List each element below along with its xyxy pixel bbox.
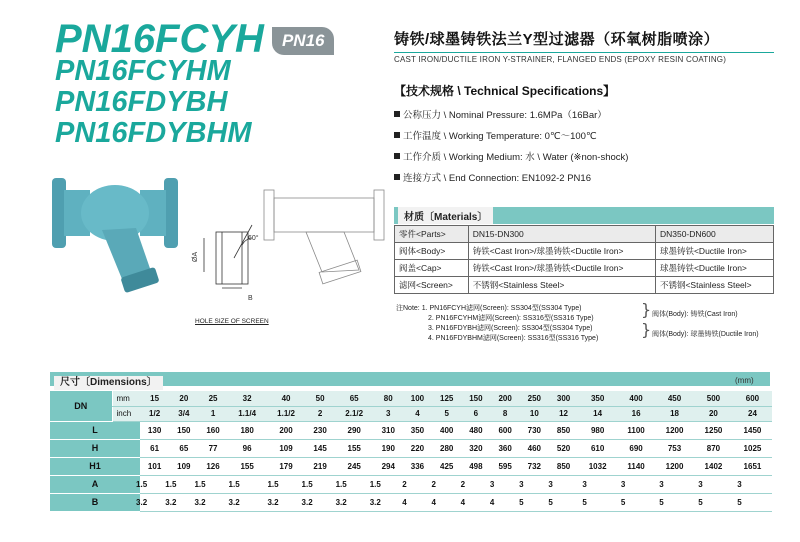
- table-cell: [617, 457, 655, 475]
- cell-value: 520: [556, 443, 571, 453]
- table-cell: [617, 475, 655, 493]
- pressure-badge: PN16: [272, 27, 335, 55]
- table-cell: [694, 421, 733, 439]
- table-cell: [140, 439, 169, 457]
- table-cell: 5: [432, 406, 461, 421]
- cell-value: 4: [431, 497, 436, 507]
- cell-value: 245: [347, 461, 361, 471]
- table-cell: 1/2: [140, 406, 169, 421]
- model-secondary-1: PN16FCYHM: [55, 55, 231, 87]
- table-cell: 80: [374, 391, 403, 406]
- table-cell: 1: [198, 406, 227, 421]
- table-cell: [578, 493, 617, 511]
- cell-value: 480: [469, 425, 483, 435]
- note-line: 注Note: 1. PN16FCYH滤网(Screen): SS304型(SS304 Type): [396, 305, 582, 312]
- model-secondary-2: PN16FDYBH: [55, 86, 228, 118]
- cell-value: 3.2: [369, 497, 381, 507]
- cell-value: 1.5: [267, 479, 279, 489]
- cell-value: 595: [498, 461, 512, 471]
- cell-value: 3.2: [301, 497, 313, 507]
- inch-label: inch: [112, 406, 140, 421]
- table-cell: 14: [578, 406, 617, 421]
- cell-value: 155: [347, 443, 361, 453]
- cell-value: 290: [347, 425, 361, 435]
- table-cell: 40: [267, 391, 306, 406]
- table-cell: [403, 475, 432, 493]
- spec-item: 连接方式 \ End Connection: EN1092-2 PN16: [394, 170, 774, 184]
- cell-value: 360: [498, 443, 512, 453]
- table-cell: [374, 457, 403, 475]
- technical-specifications: [394, 82, 774, 191]
- model-primary: PN16FCYH: [55, 17, 264, 61]
- table-cell: [374, 439, 403, 457]
- cell-value: 336: [410, 461, 425, 471]
- dimensions-table: [50, 391, 772, 512]
- table-row: [50, 493, 772, 511]
- bullet-icon: [394, 153, 400, 159]
- notes: [396, 304, 598, 344]
- cell-value: 65: [179, 443, 189, 453]
- cell-value: 3.2: [136, 497, 148, 507]
- table-cell: [267, 457, 306, 475]
- table-cell: [432, 421, 461, 439]
- table-cell: 50: [306, 391, 335, 406]
- table-cell: [198, 421, 227, 439]
- table-cell: [655, 439, 694, 457]
- table-cell: [369, 475, 403, 493]
- table-cell: [403, 439, 432, 457]
- materials-heading: 材质〔Materials〕: [398, 207, 493, 224]
- cell-value: 3.2: [335, 497, 347, 507]
- table-cell: [520, 493, 549, 511]
- spec-item: 工作介质 \ Working Medium: 水 \ Water (※non-shock): [394, 149, 774, 163]
- table-cell: [335, 475, 374, 493]
- table-cell: 32: [228, 391, 267, 406]
- table-cell: [194, 493, 227, 511]
- cell-value: 1.5: [165, 479, 177, 489]
- table-cell: [432, 439, 461, 457]
- cell-value: 294: [381, 461, 395, 471]
- cell-value: 1651: [743, 461, 762, 471]
- table-cell: [335, 493, 374, 511]
- table-cell: [432, 475, 461, 493]
- cell-value: 730: [527, 425, 542, 435]
- table-cell: [491, 421, 520, 439]
- cell-value: 220: [410, 443, 425, 453]
- table-cell: [228, 421, 267, 439]
- table-row: [395, 226, 774, 243]
- cell-value: 850: [556, 461, 571, 471]
- table-cell: [369, 493, 403, 511]
- table-cell: [335, 457, 374, 475]
- cell-value: 3.2: [267, 497, 279, 507]
- table-cell: 25: [198, 391, 227, 406]
- table-cell: [733, 439, 772, 457]
- table-cell: [301, 475, 335, 493]
- table-cell: 20: [169, 391, 198, 406]
- table-cell: [403, 457, 432, 475]
- table-cell: [198, 439, 227, 457]
- table-cell: [694, 475, 733, 493]
- screen-hole-sketch: [204, 225, 252, 288]
- materials-table: [394, 225, 774, 294]
- cell-value: 200: [279, 425, 293, 435]
- table-cell: [578, 421, 617, 439]
- table-cell: [549, 457, 578, 475]
- cell-value: 3: [489, 479, 495, 489]
- table-cell: [194, 475, 227, 493]
- table-cell: [267, 439, 306, 457]
- table-cell: 300: [549, 391, 578, 406]
- cell-value: 4: [402, 497, 407, 507]
- cell-value: 2: [460, 479, 466, 489]
- table-cell: [549, 421, 578, 439]
- table-cell: [578, 457, 617, 475]
- table-cell: [520, 439, 549, 457]
- table-cell: [301, 493, 335, 511]
- cell-value: 180: [240, 425, 254, 435]
- table-cell: [306, 439, 335, 457]
- cell-value: 1.5: [301, 479, 313, 489]
- cell-value: 350: [410, 425, 425, 435]
- table-cell: [694, 493, 733, 511]
- cell-value: 4: [460, 497, 466, 507]
- note-body-cast: 阀体(Body): 铸铁(Cast Iron): [652, 311, 738, 318]
- cell-value: 1032: [588, 461, 607, 471]
- table-cell: [228, 439, 267, 457]
- note-line: 4. PN16FDYBHM滤网(Screen): SS316型(SS316 Type): [428, 335, 599, 342]
- cell-value: 1.5: [369, 479, 381, 489]
- cell-value: 126: [206, 461, 220, 471]
- hole-size-label: HOLE SIZE OF SCREEN: [195, 318, 269, 325]
- table-cell: 1.1/2: [267, 406, 306, 421]
- table-row: [50, 475, 772, 493]
- model-names: [55, 17, 334, 149]
- table-cell: 200: [491, 391, 520, 406]
- table-cell: 2: [306, 406, 335, 421]
- table-cell: [432, 457, 461, 475]
- table-cell: [169, 421, 198, 439]
- table-cell: 350: [578, 391, 617, 406]
- table-row: [395, 277, 774, 294]
- row-label: H: [50, 439, 140, 457]
- cell-value: 3: [698, 479, 703, 489]
- table-cell: 3/4: [169, 406, 198, 421]
- brace-icon: }: [641, 320, 652, 339]
- table-cell: [267, 421, 306, 439]
- cell-value: 1402: [704, 461, 723, 471]
- table-cell: 阀盖<Cap>: [395, 260, 469, 277]
- cell-value: 61: [150, 443, 160, 453]
- table-cell: 滤网<Screen>: [395, 277, 469, 294]
- dn-label: DN: [50, 391, 112, 421]
- table-cell: 18: [655, 406, 694, 421]
- table-cell: [228, 493, 267, 511]
- specs-heading: 【技术规格 \ Technical Specifications】: [394, 84, 616, 98]
- cell-value: 870: [706, 443, 721, 453]
- table-cell: DN350-DN600: [655, 226, 773, 243]
- spec-item: 公称压力 \ Nominal Pressure: 1.6MPa（16Bar）: [394, 107, 774, 121]
- table-cell: [655, 493, 694, 511]
- cell-value: 155: [240, 461, 254, 471]
- cell-value: 101: [147, 461, 162, 471]
- table-cell: 铸铁<Cast Iron>/球墨铸铁<Ductile Iron>: [468, 243, 655, 260]
- note-body-ductile: 阀体(Body): 球墨铸铁(Ductile Iron): [652, 331, 759, 338]
- table-cell: [306, 457, 335, 475]
- cell-value: 3: [519, 479, 524, 489]
- cell-value: 980: [590, 425, 605, 435]
- cell-value: 1200: [665, 461, 684, 471]
- table-cell: 16: [617, 406, 655, 421]
- cell-value: 690: [629, 443, 643, 453]
- dimensions-unit: (mm): [735, 376, 754, 385]
- row-label: A: [50, 475, 140, 493]
- table-cell: 2.1/2: [335, 406, 374, 421]
- table-cell: 球墨铸铁<Ductile Iron>: [655, 260, 773, 277]
- cell-value: 109: [279, 443, 293, 453]
- dimensions-heading-bar: [50, 372, 770, 386]
- table-cell: 不锈钢<Stainless Steel>: [655, 277, 773, 294]
- technical-drawing: [264, 190, 384, 284]
- table-cell: 400: [617, 391, 655, 406]
- cell-value: 160: [206, 425, 220, 435]
- table-cell: [549, 475, 578, 493]
- table-cell: 铸铁<Cast Iron>/球墨铸铁<Ductile Iron>: [468, 260, 655, 277]
- cell-value: 3: [737, 479, 742, 489]
- table-cell: 100: [403, 391, 432, 406]
- table-row: [50, 406, 772, 421]
- table-cell: [655, 421, 694, 439]
- cell-value: 109: [177, 461, 191, 471]
- table-cell: [733, 421, 772, 439]
- table-cell: [733, 475, 772, 493]
- table-cell: 12: [549, 406, 578, 421]
- title-cn: 铸铁/球墨铸铁法兰Y型过滤器（环氧树脂喷涂）: [394, 28, 774, 53]
- cell-value: 400: [440, 425, 454, 435]
- table-cell: 球墨铸铁<Ductile Iron>: [655, 243, 773, 260]
- cell-value: 4: [489, 497, 495, 507]
- table-row: [50, 391, 772, 406]
- cell-value: 230: [313, 425, 327, 435]
- cell-value: 3.2: [228, 497, 240, 507]
- table-cell: [578, 475, 617, 493]
- table-cell: [549, 439, 578, 457]
- cell-value: 310: [381, 425, 395, 435]
- table-cell: 10: [520, 406, 549, 421]
- cell-value: 150: [177, 425, 191, 435]
- table-cell: [491, 439, 520, 457]
- cell-value: 850: [556, 425, 571, 435]
- brace-icon: }: [641, 300, 652, 319]
- bullet-icon: [394, 132, 400, 138]
- table-cell: [617, 439, 655, 457]
- product-title: [394, 28, 774, 64]
- cell-value: 1.5: [136, 479, 148, 489]
- note-line: 3. PN16FDYBH滤网(Screen): SS304型(SS304 Type): [428, 325, 593, 332]
- table-cell: [733, 493, 772, 511]
- cell-value: 1200: [665, 425, 684, 435]
- table-cell: [403, 421, 432, 439]
- table-cell: [306, 421, 335, 439]
- table-cell: 15: [140, 391, 169, 406]
- table-cell: [491, 493, 520, 511]
- note-line: 2. PN16FCYHM滤网(Screen): SS316型(SS316 Type): [428, 315, 594, 322]
- table-cell: 500: [694, 391, 733, 406]
- cell-value: 5: [582, 497, 587, 507]
- table-cell: [461, 457, 490, 475]
- table-row: [50, 457, 772, 475]
- table-cell: [520, 475, 549, 493]
- cell-value: 190: [381, 443, 395, 453]
- table-cell: 250: [520, 391, 549, 406]
- table-row: [50, 439, 772, 457]
- cell-value: 2: [431, 479, 436, 489]
- cell-value: 5: [548, 497, 553, 507]
- cell-value: 3.2: [194, 497, 206, 507]
- cell-value: 145: [313, 443, 327, 453]
- cell-value: 3: [659, 479, 664, 489]
- table-cell: [491, 475, 520, 493]
- table-cell: [617, 421, 655, 439]
- table-cell: 65: [335, 391, 374, 406]
- table-cell: 150: [461, 391, 490, 406]
- table-cell: [549, 493, 578, 511]
- cell-value: 3: [620, 479, 626, 489]
- table-cell: [520, 421, 549, 439]
- table-cell: [461, 439, 490, 457]
- cell-value: 1.5: [228, 479, 240, 489]
- cell-value: 5: [519, 497, 524, 507]
- table-cell: 阀体<Body>: [395, 243, 469, 260]
- cell-value: 498: [469, 461, 483, 471]
- table-cell: 零件<Parts>: [395, 226, 469, 243]
- cell-value: 1.5: [335, 479, 347, 489]
- materials-heading-bar: [394, 207, 774, 224]
- table-cell: 125: [432, 391, 461, 406]
- cell-value: 5: [698, 497, 703, 507]
- table-cell: [228, 457, 267, 475]
- cell-value: 3.2: [165, 497, 177, 507]
- cell-value: 179: [279, 461, 293, 471]
- table-cell: 8: [491, 406, 520, 421]
- spec-item: 工作温度 \ Working Temperature: 0℃～100℃: [394, 128, 774, 142]
- table-cell: 1.1/4: [228, 406, 267, 421]
- row-label: H1: [50, 457, 140, 475]
- cell-value: 280: [440, 443, 454, 453]
- table-cell: [694, 439, 733, 457]
- table-cell: 不锈钢<Stainless Steel>: [468, 277, 655, 294]
- cell-value: 2: [402, 479, 407, 489]
- cell-value: 3: [582, 479, 587, 489]
- table-cell: [694, 457, 733, 475]
- table-cell: [335, 439, 374, 457]
- bullet-icon: [394, 174, 400, 180]
- table-cell: [169, 439, 198, 457]
- title-en: CAST IRON/DUCTILE IRON Y-STRAINER, FLANGED ENDS (EPOXY RESIN COATING): [394, 55, 727, 64]
- dim-a-label: ØA: [192, 251, 199, 262]
- cell-value: 320: [469, 443, 483, 453]
- cell-value: 3: [548, 479, 553, 489]
- table-cell: [461, 493, 490, 511]
- cell-value: 1450: [743, 425, 762, 435]
- mm-label: mm: [112, 391, 140, 406]
- cell-value: 130: [147, 425, 162, 435]
- cell-value: 219: [313, 461, 327, 471]
- cell-value: 5: [620, 497, 626, 507]
- table-row: [395, 243, 774, 260]
- cell-value: 460: [527, 443, 542, 453]
- cell-value: 96: [242, 443, 252, 453]
- table-cell: [267, 493, 306, 511]
- cell-value: 77: [208, 443, 218, 453]
- table-cell: 6: [461, 406, 490, 421]
- table-cell: [578, 439, 617, 457]
- table-cell: [140, 421, 169, 439]
- cell-value: 1025: [743, 443, 762, 453]
- table-cell: [520, 457, 549, 475]
- table-cell: 3: [374, 406, 403, 421]
- table-cell: [169, 457, 198, 475]
- cell-value: 753: [667, 443, 682, 453]
- table-row: [50, 421, 772, 439]
- table-cell: [461, 475, 490, 493]
- table-cell: [374, 421, 403, 439]
- table-cell: 20: [694, 406, 733, 421]
- bullet-icon: [394, 111, 400, 117]
- table-cell: [655, 475, 694, 493]
- table-cell: DN15-DN300: [468, 226, 655, 243]
- table-cell: [335, 421, 374, 439]
- table-cell: [403, 493, 432, 511]
- table-cell: [228, 475, 267, 493]
- cell-value: 1140: [627, 461, 645, 471]
- cell-value: 600: [498, 425, 512, 435]
- cell-value: 610: [590, 443, 605, 453]
- row-label: B: [50, 493, 140, 511]
- cell-value: 5: [737, 497, 742, 507]
- table-cell: [617, 493, 655, 511]
- table-cell: [432, 493, 461, 511]
- row-label: L: [50, 421, 140, 439]
- cell-value: 1100: [627, 425, 645, 435]
- table-cell: 600: [733, 391, 772, 406]
- cell-value: 425: [440, 461, 454, 471]
- table-row: [395, 260, 774, 277]
- strainer-photo: [52, 178, 178, 293]
- model-secondary-3: PN16FDYBHM: [55, 117, 252, 149]
- cell-value: 5: [659, 497, 664, 507]
- cell-value: 732: [527, 461, 542, 471]
- strainer-illustration: [44, 160, 394, 330]
- table-cell: [198, 457, 227, 475]
- table-cell: 24: [733, 406, 772, 421]
- dim-b-label: B: [248, 295, 253, 302]
- table-cell: [733, 457, 772, 475]
- table-cell: [140, 457, 169, 475]
- table-cell: [491, 457, 520, 475]
- table-cell: [461, 421, 490, 439]
- table-cell: [655, 457, 694, 475]
- table-cell: 4: [403, 406, 432, 421]
- table-cell: 450: [655, 391, 694, 406]
- cell-value: 1.5: [194, 479, 206, 489]
- cell-value: 1250: [704, 425, 723, 435]
- dimensions-heading: 尺寸〔Dimensions〕: [54, 376, 163, 390]
- table-cell: [267, 475, 306, 493]
- angle-label: 60°: [248, 235, 259, 242]
